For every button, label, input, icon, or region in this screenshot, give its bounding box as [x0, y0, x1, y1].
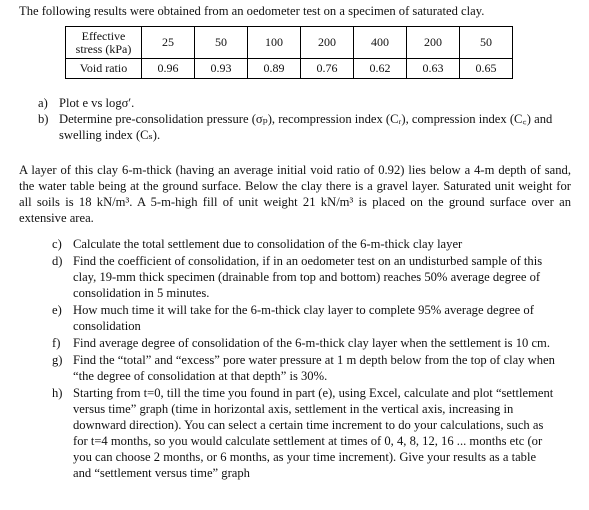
table-cell: 0.89 [248, 59, 301, 79]
item-marker: c) [52, 237, 62, 251]
item-marker: a) [38, 96, 48, 110]
row-label-effective-stress: Effective stress (kPa) [66, 27, 142, 59]
table-cell: 0.62 [354, 59, 407, 79]
table-cell: 0.63 [407, 59, 460, 79]
list-item [52, 302, 556, 334]
item-text: Find the coefficient of consolidation, if in an oedometer test on an undisturbed sample of this clay, 19-mm thick specimen (drainable from top and bottom) reaches 50% average degree of consolidation in 5 minutes. [73, 254, 543, 300]
list-item [52, 253, 556, 301]
list-item [38, 111, 558, 143]
item-marker: g) [52, 353, 63, 367]
intro-text: The following results were obtained from an oedometer test on a specimen of saturated clay. [19, 4, 485, 18]
item-marker: d) [52, 254, 63, 268]
item-text: Starting from t=0, till the time you found in part (e), using Excel, calculate and plot “settlement versus time” graph (time in horizontal axis, settlement in the vertical axis, increasing in downward direction). You can select a certain time increment to do your calculations, such as for t=4 months, so you would calculate settlement at times of 0, 4, 8, 12, 16 ... months etc (or you can choose 2 months, or 6 months, as your time increment). Give your results as a table and “settlement versus time” graph [73, 386, 554, 480]
item-text: Plot e vs logσ′. [59, 96, 135, 110]
table-cell: 200 [407, 27, 460, 59]
item-marker: h) [52, 386, 63, 400]
item-text: Calculate the total settlement due to consolidation of the 6-m-thick clay layer [73, 237, 463, 251]
item-text: Find the “total” and “excess” pore water pressure at 1 m depth below from the top of clay when “the degree of consolidation at that depth” is 30%. [73, 353, 555, 383]
item-marker: e) [52, 303, 62, 317]
table-cell: 400 [354, 27, 407, 59]
item-marker: b) [38, 112, 49, 126]
table-cell: 0.65 [460, 59, 513, 79]
item-text: How much time it will take for the 6-m-thick clay layer to complete 95% average degree of consolidation [73, 303, 534, 333]
oedometer-results-table [65, 26, 513, 79]
row-label-void-ratio: Void ratio [66, 59, 142, 79]
list-item [52, 335, 556, 351]
question-list-part-1 [38, 95, 558, 143]
item-text: Determine pre-consolidation pressure (σₚ), recompression index (Cᵣ), compression index (C꜀) and swelling index (Cₛ). [59, 112, 553, 142]
table-cell: 50 [195, 27, 248, 59]
table-cell: 100 [248, 27, 301, 59]
table-cell: 0.96 [142, 59, 195, 79]
table-cell: 200 [301, 27, 354, 59]
table-cell: 50 [460, 27, 513, 59]
list-item [38, 95, 558, 111]
table-row [66, 27, 513, 59]
list-item [52, 236, 556, 252]
table-row [66, 59, 513, 79]
problem-paragraph: A layer of this clay 6-m-thick (having an average initial void ratio of 0.92) lies below a 4-m depth of sand, the water table being at the ground surface. Below the clay there is a gravel layer. Saturated unit weight for all soils is 18 kN/m³. A 5-m-high fill of unit weight 21 kN/m³ is placed on the ground surface over an extensive area. [19, 163, 571, 225]
table-cell: 25 [142, 27, 195, 59]
list-item [52, 352, 556, 384]
item-text: Find average degree of consolidation of the 6-m-thick clay layer when the settlement is 10 cm. [73, 336, 551, 350]
table-cell: 0.76 [301, 59, 354, 79]
item-marker: f) [52, 336, 61, 350]
question-list-part-2 [52, 236, 556, 482]
table-cell: 0.93 [195, 59, 248, 79]
list-item [52, 385, 556, 481]
